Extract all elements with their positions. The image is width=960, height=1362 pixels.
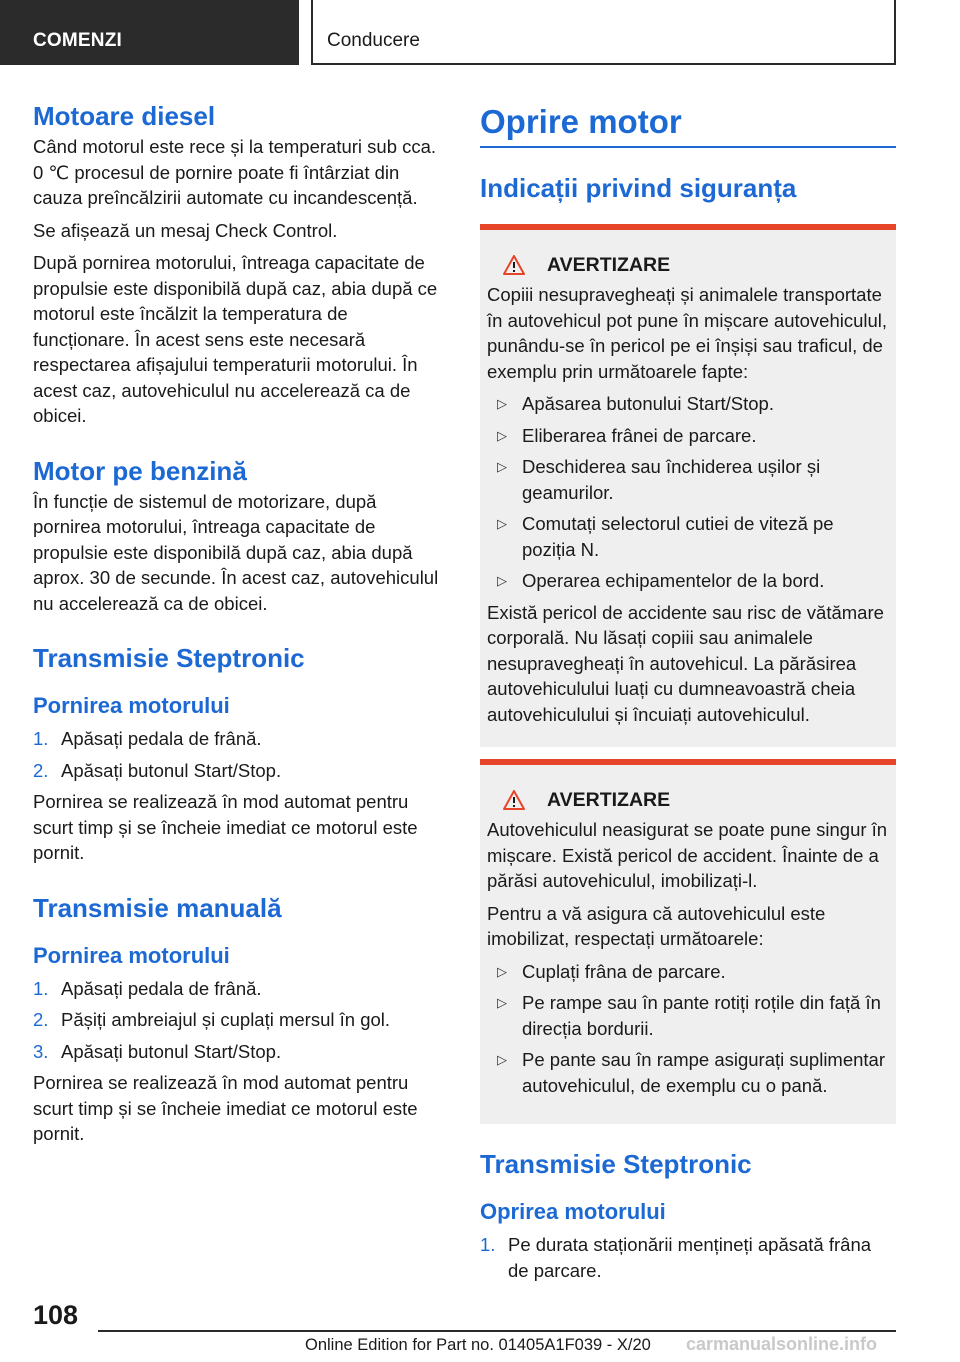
diesel-paragraph-1: Când motorul este rece și la temperaturi sub cca. 0 ℃ procesul de pornire poate fi întârziat din cauza preîncălzirii automate cu incandescență. <box>33 136 437 208</box>
heading-safety: Indicații privind siguranța <box>480 173 797 203</box>
warning-title <box>487 787 889 813</box>
header-chapter-tab <box>311 0 896 65</box>
subheading-steptronic-start: Pornirea motorului <box>33 693 230 718</box>
step-text: Apăsați pedala de frână. <box>61 977 262 999</box>
list-item: ▷ Comutați selectorul cutiei de viteză pe poziția N. <box>487 511 889 562</box>
heading-diesel: Motoare diesel <box>33 101 216 131</box>
step-text: Pășiți ambreiajul și cuplați mersul în gol. <box>61 1009 391 1030</box>
footer-divider <box>98 1330 896 1332</box>
header-section-tab <box>0 0 299 65</box>
step-text: Apăsați butonul Start/Stop. <box>61 1040 282 1062</box>
warning1-paragraph-2: Există pericol de accidente sau risc de vătămare corporală. Nu lăsați copiii sau animalele nesupravegheați în autovehicul. La părăsirea autovehiculului luați cu dumneavoastră cheia autovehiculului și încuiați autovehiculul. <box>487 601 884 725</box>
diesel-paragraph-3: După pornirea motorului, întreaga capacitate de propulsie este disponibilă după caz, abia după ce motorul este încălzit la temperatura de funcționare. În acest sens este necesară respectarea afișajului temperaturii motorului. În acest caz, autovehiculul nu accelerează ca de obicei. <box>33 252 438 426</box>
steptronic-start-paragraph: Pornirea se realizează în mod automat pentru scurt timp și se încheie imediat ce motorul este pornit. <box>33 791 418 863</box>
warning2-paragraph-2: Pentru a vă asigura că autovehiculul este imobilizat, respectați următoarele: <box>487 902 826 949</box>
warning2-paragraph-1: Autovehiculul neasigurat se poate pune singur în mișcare. Există pericol de accident. Înainte de a părăsi autovehiculul, imobilizați-l. <box>487 819 888 891</box>
header-section-label: COMENZI <box>33 30 123 51</box>
warning-label: AVERTIZARE <box>547 789 671 811</box>
footer-watermark: carmanualsonline.info <box>686 1334 878 1354</box>
warning1-paragraph-1: Copiii nesupravegheați și animalele transportate în autovehicul pot pune în mișcare autovehiculul, punându-se în pericol pe ei înșiși sau traficul, de exemplu prin următoarele fapte: <box>487 284 888 382</box>
warning1-bullets <box>487 391 889 594</box>
manuala-start-steps <box>33 976 447 1065</box>
warning-box-1 <box>480 224 896 747</box>
step-text: Apăsați pedala de frână. <box>61 728 262 749</box>
list-item <box>33 726 447 752</box>
list-item <box>33 758 447 784</box>
list-item <box>33 1007 447 1033</box>
subheading-steptronic-stop: Oprirea motorului <box>480 1199 666 1224</box>
list-item: ▷ Apăsarea butonului Start/Stop. <box>487 391 889 417</box>
page-number: 108 <box>33 1300 79 1330</box>
left-column <box>33 100 447 1154</box>
manuala-start-paragraph: Pornirea se realizează în mod automat pentru scurt timp și se încheie imediat ce motorul este pornit. <box>33 1072 418 1144</box>
right-column <box>480 100 896 1289</box>
warning-title <box>487 252 889 278</box>
list-item: ▷ Pe pante sau în rampe asigurați suplimentar autovehiculul, de exemplu cu o pană. <box>487 1047 889 1098</box>
list-item <box>480 1232 896 1283</box>
steptronic-start-steps <box>33 726 447 783</box>
step-number: 1. <box>33 728 49 749</box>
list-item: ▷ Pe rampe sau în pante rotiți roțile din față în direcția bordurii. <box>487 990 889 1041</box>
heading-oprire-motor: Oprire motor <box>480 100 896 148</box>
step-number: 2. <box>33 759 49 781</box>
step-number: 1. <box>480 1234 496 1255</box>
heading-steptronic-stop: Transmisie Steptronic <box>480 1149 752 1179</box>
list-item <box>33 1039 447 1065</box>
step-text: Pe durata staționării mențineți apăsată frâna de parcare. <box>508 1234 872 1281</box>
benzina-paragraph-1: În funcție de sistemul de motorizare, după pornirea motorului, întreaga capacitate de propulsie este disponibilă după caz, abia după aprox. 30 de secunde. În acest caz, autovehiculul nu accelerează ca de obicei. <box>33 490 439 614</box>
step-text: Apăsați butonul Start/Stop. <box>61 759 282 781</box>
subheading-manuala-start: Pornirea motorului <box>33 942 230 968</box>
warning-box-2 <box>480 759 896 1124</box>
steptronic-stop-steps <box>480 1232 896 1283</box>
footer-edition: Online Edition for Part no. 01405A1F039 - X/20 <box>305 1336 651 1354</box>
step-number: 2. <box>33 1009 49 1030</box>
warning2-bullets <box>487 959 889 1099</box>
warning-label: AVERTIZARE <box>547 254 671 276</box>
list-item <box>33 976 447 1002</box>
warning-triangle-icon <box>503 790 525 810</box>
warning-triangle-icon <box>503 255 525 275</box>
heading-manuala: Transmisie manuală <box>33 892 282 923</box>
list-item: ▷ Cuplați frâna de parcare. <box>487 959 889 985</box>
heading-benzina: Motor pe benzină <box>33 455 247 486</box>
list-item: ▷ Eliberarea frânei de parcare. <box>487 423 889 449</box>
step-number: 1. <box>33 977 49 999</box>
step-number: 3. <box>33 1040 49 1062</box>
list-item: ▷ Operarea echipamentelor de la bord. <box>487 568 889 594</box>
list-item: ▷ Deschiderea sau închiderea ușilor și geamurilor. <box>487 454 889 505</box>
header-chapter-label: Conducere <box>327 30 420 51</box>
heading-steptronic-start: Transmisie Steptronic <box>33 643 305 673</box>
diesel-paragraph-2: Se afișează un mesaj Check Control. <box>33 219 338 241</box>
